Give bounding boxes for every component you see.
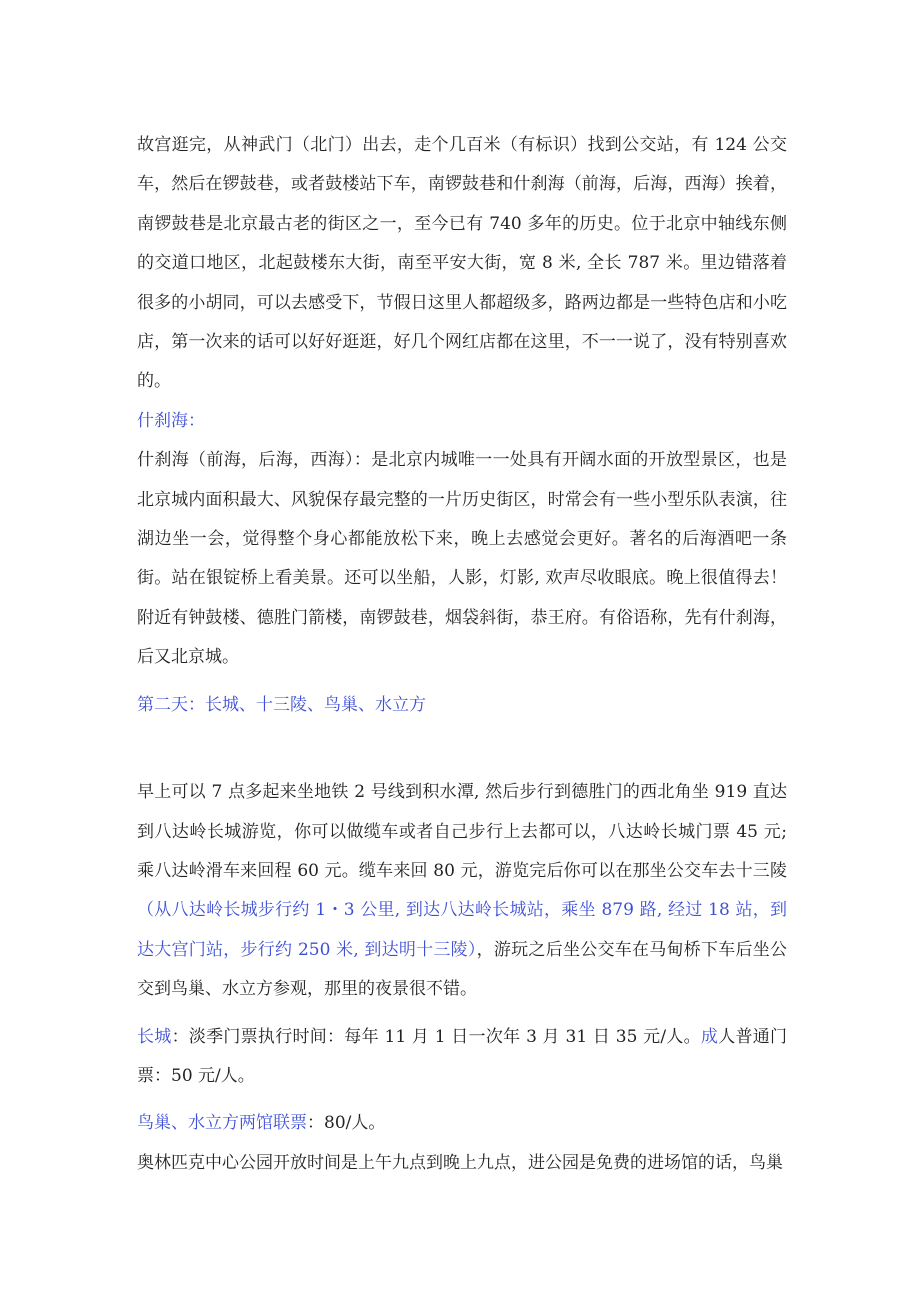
spacer bbox=[137, 725, 787, 773]
combo-ticket-label: 鸟巢、水立方两馆联票 bbox=[137, 1113, 307, 1134]
route-text-part1: 早上可以 7 点多起来坐地铁 2 号线到积水潭, 然后步行到德胜门的西北角坐 919 直达到八达岭长城游览，你可以做缆车或者自己步行上去都可以，八达岭长城门票 45 元; 乘八达岭滑车来回程 60 元。缆车来回 80 元，游览完后你可以在那坐公交车去十三陵 bbox=[137, 782, 787, 881]
paragraph-nanluoguxiang: 故宫逛完，从神武门（北门）出去，走个几百米（有标识）找到公交站，有 124 公交车，然后在锣鼓巷，或者鼓楼站下车，南锣鼓巷和什刹海（前海，后海，西海）挨着，南锣鼓巷是北京最古老的街区之一，至今已有 740 多年的历史。位于北京中轴线东侧的交道口地区，北起鼓楼东大街，南至平安大街，宽 8 米, 全长 787 米。里边错落着很多的小胡同，可以去感受下，节假日这里人都超级多，路两边都是一些特色店和小吃店，第一次来的话可以好好逛逛，好几个网红店都在这里，不一一说了，没有特别喜欢的。 bbox=[137, 135, 787, 392]
spacer bbox=[137, 678, 787, 686]
paragraph-shichahai: 什刹海（前海，后海，西海）：是北京内城唯一一处具有开阔水面的开放型景区，也是北京城内面积最大、风貌保存最完整的一片历史街区，时常会有一些小型乐队表演，往湖边坐一会，觉得整个身心都能放松下来，晚上去感觉会更好。著名的后海酒吧一条街。站在银锭桥上看美景。还可以坐船，人影，灯影, 欢声尽收眼底。晚上很值得去！附近有钟鼓楼、德胜门箭楼，南锣鼓巷，烟袋斜街，恭王府。有俗语称，先有什刹海，后又北京城。 bbox=[137, 450, 787, 668]
paragraph-day2-route bbox=[137, 773, 787, 1009]
combo-ticket-price: ：80/人。 bbox=[307, 1113, 386, 1134]
paragraph-combo-ticket bbox=[137, 1104, 787, 1143]
heading-shichahai: 什刹海： bbox=[137, 410, 205, 431]
document-body bbox=[137, 126, 787, 1183]
paragraph-great-wall-ticket bbox=[137, 1018, 787, 1097]
paragraph-olympic-park: 奥林匹克中心公园开放时间是上午九点到晚上九点，进公园是免费的进场馆的话，鸟巢 bbox=[137, 1152, 783, 1173]
great-wall-label: 长城 bbox=[137, 1026, 172, 1047]
adult-ticket-text: 人普通门票：50 元/人。 bbox=[137, 1026, 788, 1086]
great-wall-ticket-text: ：淡季门票执行时间：每年 11 月 1 日一次年 3 月 31 日 35 元/人。 bbox=[171, 1026, 701, 1047]
adult-label: 成 bbox=[700, 1026, 719, 1047]
spacer bbox=[137, 1010, 787, 1018]
route-text-part2: ，游玩之后坐公交车在马甸桥下车后坐公交到鸟巢、水立方参观，那里的夜景很不错。 bbox=[137, 939, 788, 1000]
spacer bbox=[137, 1096, 787, 1104]
heading-day2: 第二天：长城、十三陵、鸟巢、水立方 bbox=[137, 694, 426, 715]
route-text-blue: （从八达岭长城步行约 1・3 公里, 到达八达岭长城站，乘坐 879 路, 经过 18 站，到达大宫门站，步行约 250 米, 到达明十三陵） bbox=[137, 900, 787, 960]
